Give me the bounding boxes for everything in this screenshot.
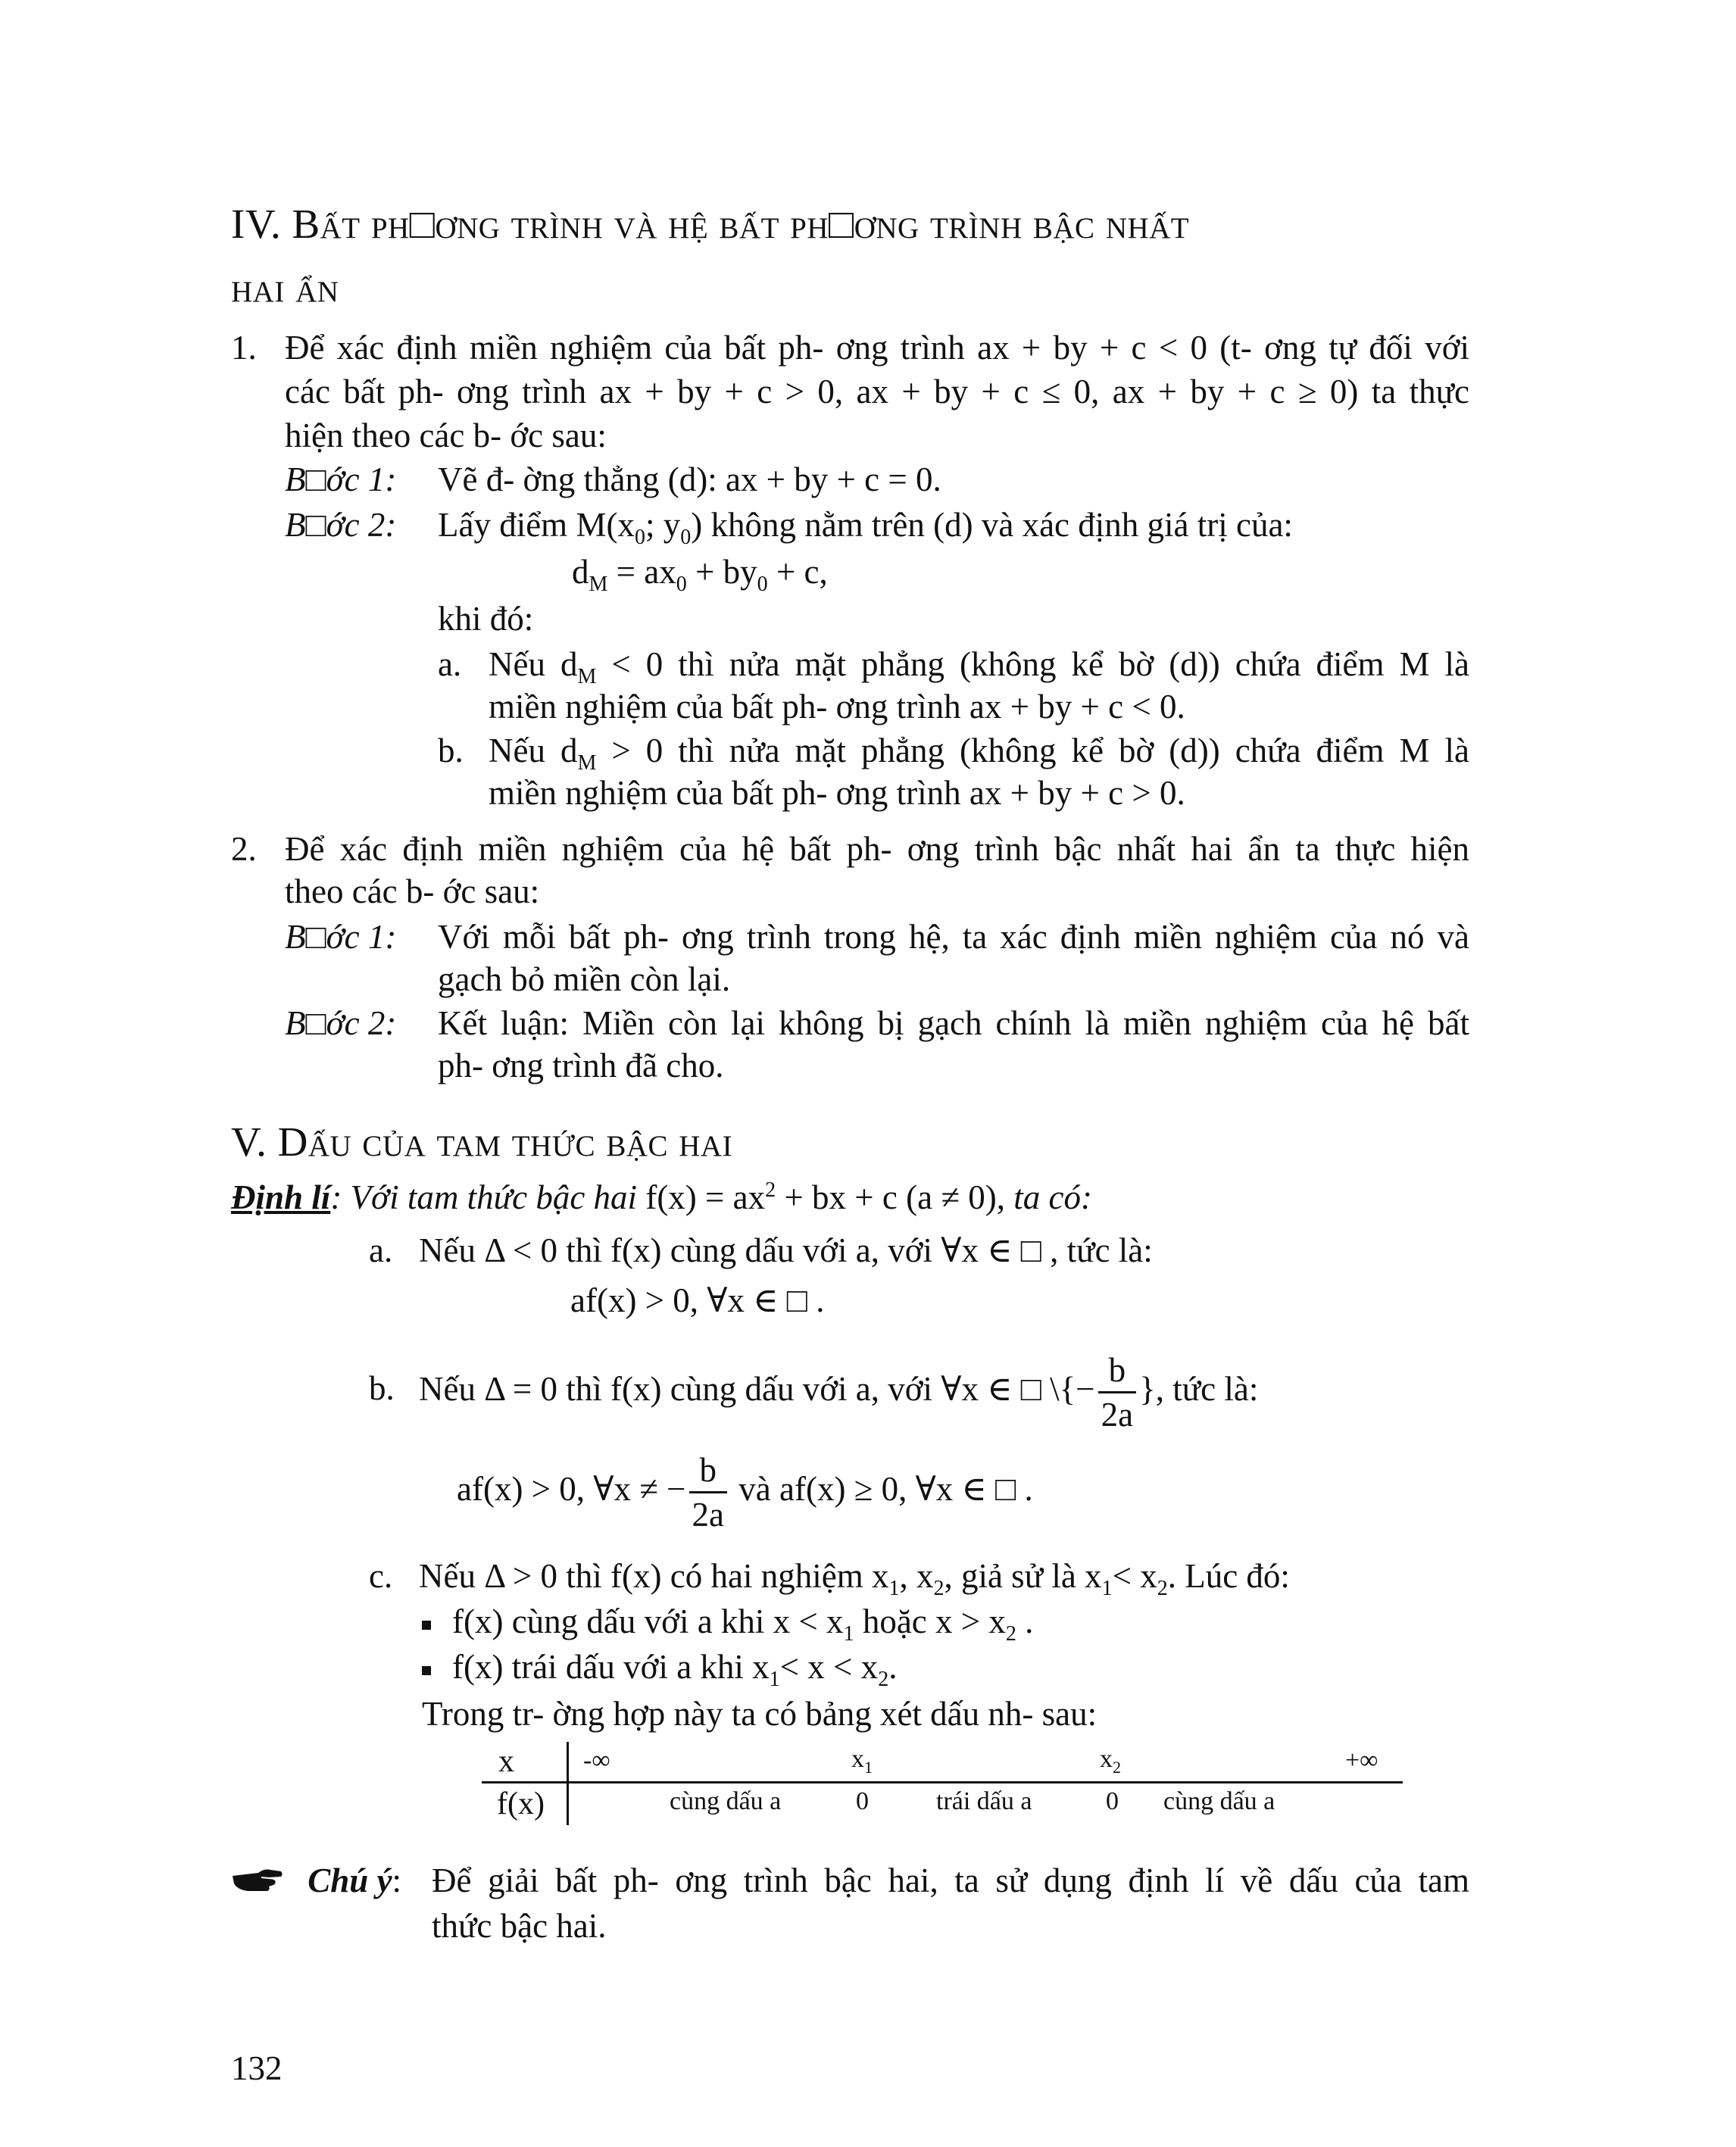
- fraction-denominator: 2a: [692, 1496, 725, 1534]
- table-vertical-rule: [567, 1742, 569, 1825]
- item-2-step-2-line-2: ph- ơng trình đã cho.: [438, 1047, 724, 1084]
- note-line-1: Chú ý:: [231, 1860, 401, 1905]
- table-neg-inf: -∞: [583, 1746, 610, 1774]
- item-1-step-1-text: Vẽ đ- ờng thẳng (d): ax + by + c = 0.: [438, 460, 941, 498]
- table-seg-1: cùng dấu a: [670, 1787, 782, 1815]
- table-x1: $x_1$: [851, 1745, 873, 1777]
- table-intro: Trong tr- ờng hợp này ta có bảng xét dấu nh- sau:: [422, 1695, 1097, 1733]
- note-text-line-2: thức bậc hai.: [432, 1907, 607, 1945]
- bullet-2: f(x) trái dấu với a khi $x_1< x < x_2$.: [422, 1646, 897, 1687]
- item-1-line-1: Để xác định miền nghiệm của bất ph- ơng trình ax + by + c < 0 (t- ơng tự đối với: [285, 329, 1469, 367]
- bullet-square-icon: [422, 1621, 431, 1630]
- item-2-step-2-label: B□ớc 2:: [285, 1004, 397, 1042]
- theorem-a-line-1: Nếu Δ < 0 thì f(x) cùng dấu với a, với ∀x ∈ □ , tức là:: [419, 1231, 1153, 1269]
- theorem-c-line-1: Nếu Δ > 0 thì f(x) có hai nghiệm $x_1$, $x_2$, giả sử là $x_1< x_2$. Lúc đó:: [419, 1557, 1290, 1600]
- table-pos-inf: +∞: [1345, 1746, 1378, 1774]
- item-1-step-2-label: B□ớc 2:: [285, 506, 397, 544]
- case-a-label: a.: [438, 645, 462, 683]
- theorem-b-label: b.: [369, 1369, 395, 1407]
- table-zero-2: 0: [1106, 1787, 1119, 1815]
- case-a-line-2: miền nghiệm của bất ph- ơng trình ax + by + c < 0.: [489, 688, 1185, 726]
- item-2-step-2-line-1: Kết luận: Miền còn lại không bị gạch chính là miền nghiệm của hệ bất: [438, 1004, 1469, 1042]
- theorem-a-label: a.: [369, 1231, 393, 1269]
- fraction-denominator: 2a: [1101, 1396, 1134, 1434]
- table-horizontal-rule: [482, 1781, 1403, 1783]
- note-label: Chú ý: [308, 1861, 392, 1899]
- item-2-step-1-line-1: Với mỗi bất ph- ơng trình trong hệ, ta xác định miền nghiệm của nó và: [438, 918, 1469, 956]
- table-row-label-x: x: [498, 1744, 514, 1779]
- fraction-numerator: b: [689, 1449, 727, 1493]
- theorem-c-label: c.: [369, 1557, 393, 1595]
- item-2-number: 2.: [231, 830, 257, 868]
- note-text-line-1: Để giải bất ph- ơng trình bậc hai, ta sử dụng định lí về dấu của tam: [432, 1861, 1469, 1899]
- table-seg-3: cùng dấu a: [1163, 1787, 1275, 1815]
- khi-do: khi đó:: [438, 600, 534, 638]
- item-2-line-2: theo các b- ớc sau:: [285, 872, 540, 910]
- section-4-title-line-1: IV. Bất ph□ơng trình và hệ bất ph□ơng trình bậc nhất: [231, 201, 1190, 247]
- item-1-line-2: các bất ph- ơng trình ax + by + c > 0, ax + by + c ≤ 0, ax + by + c ≥ 0) ta thực: [285, 373, 1469, 410]
- bullet-1: f(x) cùng dấu với a khi $x < x_1$ hoặc $x > x_2$ .: [422, 1601, 1033, 1642]
- item-1-step-1-label: B□ớc 1:: [285, 460, 397, 498]
- case-b-line-2: miền nghiệm của bất ph- ơng trình ax + by + c > 0.: [489, 774, 1185, 812]
- section-5-title: V. Dấu của tam thức bậc hai: [231, 1119, 733, 1165]
- sign-table: [482, 1742, 1403, 1825]
- bullet-square-icon: [422, 1666, 431, 1675]
- table-row-label-fx: f(x): [497, 1787, 545, 1821]
- table-zero-1: 0: [856, 1787, 869, 1815]
- item-1-line-3: hiện theo các b- ớc sau:: [285, 417, 607, 454]
- theorem-b-line-1: Nếu Δ = 0 thì f(x) cùng dấu với a, với ∀x ∈ □ \{− $\frac{b}{2a}$ }, tức là:: [419, 1343, 1258, 1436]
- theorem-b-line-2: af(x) > 0, ∀x ≠ − $\frac{b}{2a}$ và af(x) ≥ 0, ∀x ∈ □ .: [457, 1443, 1033, 1536]
- theorem-a-line-2: af(x) > 0, ∀x ∈ □ .: [570, 1281, 825, 1319]
- item-2-step-1-line-2: gạch bỏ miền còn lại.: [438, 960, 731, 998]
- section-4-title-line-2: hai ẩn: [231, 264, 339, 311]
- case-b-label: b.: [438, 732, 464, 769]
- item-2-line-1: Để xác định miền nghiệm của hệ bất ph- ơng trình bậc nhất hai ẩn ta thực hiện: [285, 830, 1469, 868]
- item-1-number: 1.: [231, 329, 257, 367]
- formula-dm: $d_M = ax_0 + by_0 + c$,: [572, 553, 828, 596]
- theorem-line: Định lí: Với tam thức bậc hai $f(x) = ax^2$ + bx + c (a ≠ 0), ta có:: [231, 1178, 1092, 1216]
- theorem-label: Định lí: [231, 1178, 331, 1216]
- table-x2: $x_2$: [1100, 1745, 1121, 1777]
- case-b-line-1: Nếu $d_M > 0$ thì nửa mặt phẳng (không kể bờ (d)) chứa điểm M là: [489, 732, 1469, 775]
- page-number: 132: [231, 2049, 283, 2087]
- table-seg-2: trái dấu a: [936, 1787, 1032, 1815]
- item-2-step-1-label: B□ớc 1:: [285, 918, 397, 956]
- item-1-step-2-text: Lấy điểm $M(x_0$; $y_0$) không nằm trên (d) và xác định giá trị của:: [438, 506, 1293, 549]
- case-a-line-1: Nếu $d_M < 0$ thì nửa mặt phẳng (không kể bờ (d)) chứa điểm M là: [489, 645, 1469, 688]
- fraction-numerator: b: [1098, 1349, 1136, 1393]
- pointing-hand-icon: [231, 1864, 284, 1905]
